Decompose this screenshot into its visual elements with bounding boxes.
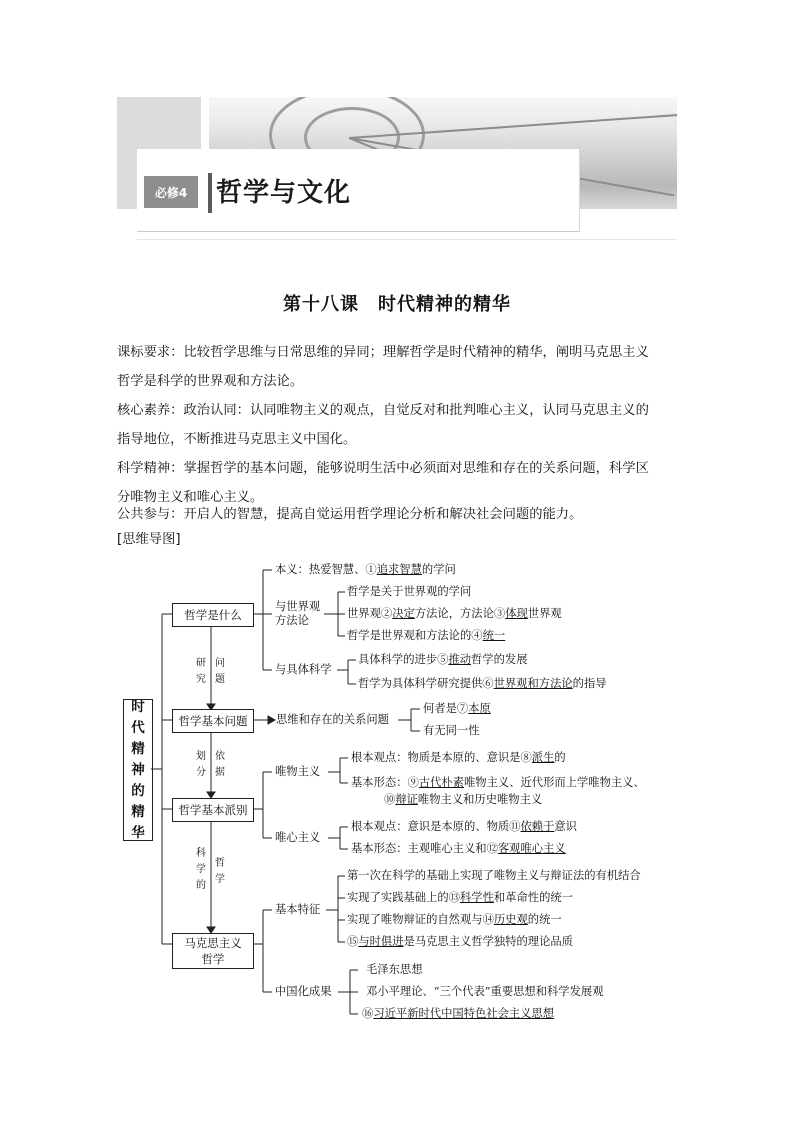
root-char: 华 bbox=[131, 824, 145, 841]
node-science-2: 哲学为具体科学研究提供⑥世界观和方法论的指导 bbox=[358, 677, 607, 690]
node-materialism-forms: 基本形态：⑨古代朴素唯物主义、近代形而上学唯物主义、 bbox=[351, 776, 645, 789]
box-what-is-philosophy: 哲学是什么 bbox=[172, 603, 254, 627]
conn-label-1b: 问 题 bbox=[215, 658, 225, 685]
node-original-meaning: 本义：热爱智慧、①追求智慧的学问 bbox=[275, 563, 456, 576]
node-worldview-2: 世界观②决定方法论，方法论③体现世界观 bbox=[347, 607, 562, 620]
node-deng-theory: 邓小平理论、“三个代表”重要思想和科学发展观 bbox=[366, 985, 604, 998]
mindmap-root bbox=[123, 699, 153, 841]
node-idealism-view: 根本观点：意识是本原的、物质⑪依赖于意识 bbox=[351, 820, 577, 833]
conn-label-3a: 科 学 的 bbox=[196, 848, 206, 891]
node-xi-thought: ⑯习近平新时代中国特色社会主义思想 bbox=[362, 1007, 555, 1020]
node-materialism-forms-2: ⑩辩证唯物主义和历史唯物主义 bbox=[384, 793, 543, 806]
root-char: 代 bbox=[131, 719, 145, 736]
root-char: 的 bbox=[131, 782, 145, 799]
book-badge: 必修4 bbox=[144, 176, 198, 208]
literacy-line-2: 指导地位，不断推进马克思主义中国化。 bbox=[117, 432, 357, 447]
conn-label-2a: 划 分 bbox=[196, 751, 206, 778]
node-feature-2: 实现了实践基础上的⑬科学性和革命性的统一 bbox=[347, 891, 573, 904]
root-char: 神 bbox=[131, 761, 145, 778]
node-materialism: 唯物主义 bbox=[275, 765, 321, 778]
node-worldview-3: 哲学是世界观和方法论的④统一 bbox=[347, 629, 506, 642]
volume-title: 哲学与文化 bbox=[216, 178, 352, 208]
lesson-title: 第十八课 时代精神的精华 bbox=[283, 294, 511, 315]
node-idealism-forms: 基本形态：主观唯心主义和⑫客观唯心主义 bbox=[351, 842, 566, 855]
standards-line-2: 哲学是科学的世界观和方法论。 bbox=[117, 374, 304, 389]
root-char: 精 bbox=[131, 803, 145, 820]
mindmap-heading: [思维导图] bbox=[117, 532, 181, 547]
box-basic-schools: 哲学基本派别 bbox=[172, 798, 254, 822]
box-basic-question: 哲学基本问题 bbox=[172, 709, 254, 733]
science-line-1: 科学精神：掌握哲学的基本问题，能够说明生活中必须面对思维和存在的关系问题，科学区 bbox=[117, 461, 649, 476]
node-worldview-1: 哲学是关于世界观的学问 bbox=[347, 585, 472, 598]
node-mao-thought: 毛泽东思想 bbox=[366, 963, 423, 976]
node-identity: 有无同一性 bbox=[423, 724, 480, 737]
node-specific-sciences: 与具体科学 bbox=[275, 663, 332, 676]
node-worldview-methodology: 与世界观 方法论 bbox=[275, 600, 321, 627]
literacy-line-1: 核心素养：政治认同：认同唯物主义的观点，自觉反对和批判唯心主义，认同马克思主义的 bbox=[117, 403, 649, 418]
node-sinicization: 中国化成果 bbox=[275, 985, 332, 998]
root-char: 时 bbox=[131, 698, 145, 715]
conn-label-2b: 依 据 bbox=[215, 751, 225, 778]
conn-label-3b: 哲 学 bbox=[215, 858, 225, 885]
node-basic-features: 基本特征 bbox=[275, 903, 321, 916]
node-feature-4: ⑮与时俱进是马克思主义哲学独特的理论品质 bbox=[347, 935, 573, 948]
node-which-origin: 何者是⑦本原 bbox=[423, 702, 491, 715]
root-char: 精 bbox=[131, 740, 145, 757]
conn-label-1a: 研 究 bbox=[196, 658, 206, 685]
participation-paragraph: 公共参与：开启人的智慧，提高自觉运用哲学理论分析和解决社会问题的能力。 bbox=[117, 507, 583, 522]
node-feature-3: 实现了唯物辩证的自然观与⑭历史观的统一 bbox=[347, 913, 562, 926]
box-marxist-philosophy bbox=[172, 933, 254, 969]
box4-line1: 马克思主义 bbox=[184, 936, 242, 950]
node-materialism-view: 根本观点：物质是本原的、意识是⑧派生的 bbox=[351, 751, 566, 764]
node-feature-1: 第一次在科学的基础上实现了唯物主义与辩证法的有机结合 bbox=[347, 869, 641, 882]
node-idealism: 唯心主义 bbox=[275, 831, 321, 844]
node-thinking-being: 思维和存在的关系问题 bbox=[276, 713, 389, 726]
node-science-1: 具体科学的进步⑤推动哲学的发展 bbox=[358, 653, 528, 666]
science-line-2: 分唯物主义和唯心主义。 bbox=[117, 490, 264, 505]
standards-line-1: 课标要求：比较哲学思维与日常思维的异同；理解哲学是时代精神的精华，阐明马克思主义 bbox=[117, 345, 649, 360]
box4-line2: 哲学 bbox=[201, 952, 225, 966]
